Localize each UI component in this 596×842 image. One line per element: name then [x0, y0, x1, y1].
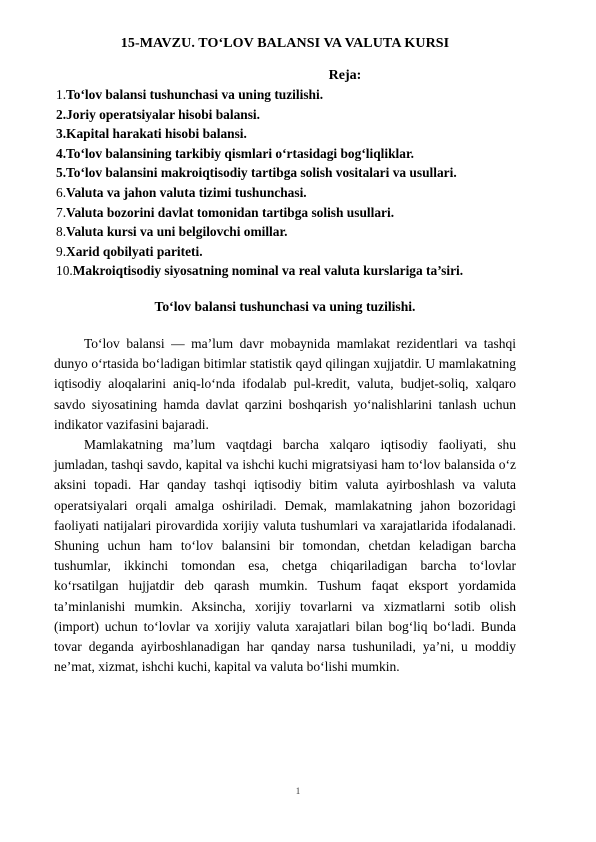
document-page	[54, 36, 516, 677]
plan-item-number: 8.	[56, 224, 67, 240]
document-title: 15-MAVZU. TO‘LOV BALANSI VA VALUTA KURSI	[120, 36, 450, 51]
paragraph-1: To‘lov balansi — ma’lum davr mobaynida mamlakat rezidentlari va tashqi dunyo o‘rtasida bo‘ladigan bitimlar statistik qayd qilingan xujjatdir. U mamlakatning iqtisodiy aloqalarini aniq-lo‘nda ifodalab pul-kredit, valuta, budjet-soliq, xalqaro savdo siyosatining hamda davlat qarzini boshqarish yo‘nalishlarini tanlash uchun indikator vazifasini bajaradi.	[54, 335, 516, 432]
page-number: 1	[295, 786, 301, 796]
plan-item	[56, 261, 516, 281]
plan-item	[56, 222, 516, 242]
plan-item	[56, 105, 516, 125]
plan-item-number: 1.	[56, 87, 67, 102]
plan-item	[56, 183, 516, 203]
plan-item	[56, 124, 516, 144]
plan-item-text: To‘lov balansini makroiqtisodiy tartibga solish vositalari va usullari.	[66, 165, 457, 181]
paragraph-2: Mamlakatning ma’lum vaqtdagi barcha xalqaro iqtisodiy faoliyati, shu jumladan, tashqi savdo, kapital va ishchi kuchi migratsiyasi ham to‘lov balansida o‘z aksini topadi. Har qanday tashqi iqtisodiy bitim valuta ayirboshlash va valuta operatsiyalari orqali amalga oshiriladi. Demak, mamlakatning jahon bozoridagi faoliyati natijalari pirovardida xorijiy valuta tushumlari va xarajatlarida ifodalanadi. Shuning uchun ham to‘lov balansini bir tomondan, chetdan keladigan barcha tushumlar, ikkinchi tomondan esa, chetga chiqariladigan barcha to‘lovlar ko‘rsatilgan hujjatdir deb qarash mumkin. Tushum faqat eksport yordamida ta’minlanishi mumkin. Aksincha, xorijiy tovarlarni va xizmatlarni sotib olish (import) uchun to‘lovlar va xorijiy valuta xarajatlari bilan bog‘liq bo‘ladi. Bunda tovar deganda ayirboshlanadigan har qanday narsa tushuniladi, ya’ni, u moddiy ne’mat, xizmat, ishchi kuchi, kapital va valuta bo‘lishi mumkin.	[54, 436, 516, 675]
plan-list	[54, 85, 516, 281]
plan-item-text: To‘lov balansining tarkibiy qismlari o‘rtasidagi bog‘liqliklar.	[66, 145, 415, 161]
plan-item-text: Makroiqtisodiy siyosatning nominal va real valuta kurslariga ta’siri.	[72, 263, 464, 279]
section-title: To‘lov balansi tushunchasi va uning tuzilishi.	[154, 298, 416, 314]
plan-item-text: To‘lov balansi tushunchasi va uning tuzilishi.	[66, 87, 324, 102]
plan-item-text: Kapital harakati hisobi balansi.	[66, 126, 247, 142]
plan-item-text: Valuta kursi va uni belgilovchi omillar.	[66, 224, 288, 240]
plan-item-text: Valuta bozorini davlat tomonidan tartibga solish usullari.	[66, 204, 395, 220]
plan-item-number: 10.	[56, 263, 73, 279]
plan-item-text: Joriy operatsiyalar hisobi balansi.	[66, 106, 260, 122]
plan-item	[56, 203, 516, 223]
plan-item	[56, 85, 516, 105]
plan-item	[56, 242, 516, 262]
plan-item-number: 5.	[56, 165, 67, 181]
plan-item	[56, 163, 516, 183]
plan-item-number: 6.	[56, 184, 67, 200]
plan-item-number: 7.	[56, 204, 67, 220]
plan-item-number: 4.	[56, 145, 67, 161]
plan-item	[56, 144, 516, 164]
plan-item-text: Xarid qobilyati pariteti.	[66, 243, 203, 259]
plan-heading: Reja:	[328, 68, 362, 83]
plan-item-text: Valuta va jahon valuta tizimi tushunchasi.	[66, 184, 307, 200]
plan-item-number: 9.	[56, 243, 67, 259]
plan-item-number: 2.	[56, 106, 67, 122]
plan-item-number: 3.	[56, 126, 67, 142]
